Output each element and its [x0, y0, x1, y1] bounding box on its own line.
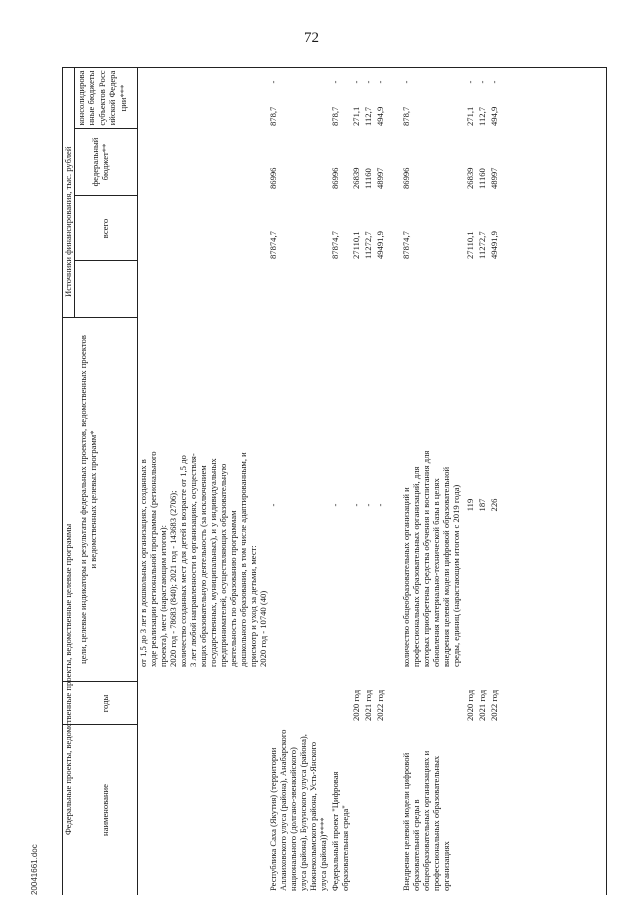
row-federal: 11160	[477, 168, 487, 189]
row-consolidated: 112,7	[363, 106, 373, 126]
table-right-border	[62, 67, 606, 68]
rotated-table	[56, 67, 620, 895]
row-year: 2022 год	[489, 689, 499, 721]
header-years: годы	[100, 694, 110, 713]
header-name: наименование	[100, 784, 110, 836]
row-federal: 26839	[351, 167, 361, 189]
row-total: 49491,9	[375, 231, 385, 259]
row-total: 11272,7	[363, 231, 373, 259]
header-divider	[74, 67, 75, 318]
row-total: 27110,1	[465, 231, 475, 259]
row-federal: 48997	[375, 167, 385, 189]
row-name-line: национального (долгано-эвенкийского)	[288, 747, 298, 891]
row-extra: -	[351, 80, 361, 84]
row-extra: -	[363, 80, 373, 84]
header-consolidated: консолидированные бюджеты субъектов Российской Федерации***	[76, 70, 128, 126]
goals-line: 2020 год - 78683 (840); 2021 год - 143683 (2706);	[168, 490, 178, 667]
row-name-line: Аллаиховского улуса (района), Анабарского	[278, 729, 288, 891]
row-name-line: Нижнеколымского района, Усть-Янского	[308, 741, 318, 891]
row-name-line: образовательная среда"	[340, 805, 350, 891]
header-title-left: Федеральные проекты, ведомственные проекты, ведомственные целевые программы	[63, 523, 73, 835]
row-name-line: профессиональных образовательных	[431, 755, 441, 891]
row-consolidated: 878,7	[401, 106, 411, 126]
row-federal: 86996	[268, 167, 278, 189]
header-total: всего	[100, 218, 110, 239]
row-goal-line: которых приобретены средства обучения и воспитания для	[421, 450, 431, 667]
page-number: 72	[304, 30, 319, 46]
row-extra: -	[465, 80, 475, 84]
row-year: 2021 год	[363, 689, 373, 721]
goals-line: государственных, муниципальных), и у индивидуальных	[208, 458, 218, 667]
row-total: 87874,7	[330, 231, 340, 259]
goals-line: ющих образовательную деятельность (за исключением	[198, 465, 208, 667]
row-federal: 26839	[465, 167, 475, 189]
file-name: 20041661.doc	[30, 844, 39, 895]
header-goals: цели, целевые индикаторы и результаты федеральных проектов, ведомственных проектов и ведомственных целевых программ*	[78, 335, 99, 664]
row-goal: 187	[477, 498, 487, 512]
row-name-line: Внедрение целевой модели цифровой	[401, 752, 411, 891]
row-consolidated: 112,7	[477, 106, 487, 126]
header-federal: федеральный бюджет**	[90, 137, 111, 187]
goals-line: ходе реализации региональной программы (регионального	[148, 451, 158, 667]
row-federal: 11160	[363, 168, 373, 189]
row-goal-line: количество общеобразовательных организаций и	[401, 487, 411, 667]
row-goal-line: среды, единиц (нарастающим итогом с 2019 года)	[451, 484, 461, 667]
row-extra: -	[330, 80, 340, 84]
row-total: 87874,7	[268, 231, 278, 259]
row-goal: 119	[465, 498, 475, 512]
row-consolidated: 271,1	[465, 106, 475, 126]
row-total: 11272,7	[477, 231, 487, 259]
row-goal-line: профессиональных образовательных организаций, для	[411, 466, 421, 667]
row-extra: -	[375, 80, 385, 84]
header-title-right: Источники финансирования, тыс. рублей	[63, 146, 73, 297]
table-bottom-border	[606, 67, 607, 895]
row-consolidated: 878,7	[330, 106, 340, 126]
row-total: 87874,7	[401, 231, 411, 259]
row-federal: 86996	[401, 167, 411, 189]
goals-line: предпринимателей, осуществляющих образовательную	[218, 463, 228, 667]
row-year: 2022 год	[375, 689, 385, 721]
goals-line: присмотр и уход за детьми, мест:	[248, 545, 258, 667]
goals-line: 3 лет любой направленности в организациях, осуществля-	[188, 453, 198, 667]
row-name-line: Федеральный проект "Цифровая	[330, 771, 340, 891]
goals-line: дошкольного образования, в том числе адаптированным, и	[238, 452, 248, 667]
row-goal: 226	[489, 498, 499, 512]
row-year: 2020 год	[351, 689, 361, 721]
row-name-line: образовательной среды в	[411, 799, 421, 891]
row-consolidated: 878,7	[268, 106, 278, 126]
row-federal: 86996	[330, 167, 340, 189]
row-extra: -	[489, 80, 499, 84]
row-total: 49491,9	[489, 231, 499, 259]
row-consolidated: 271,1	[351, 106, 361, 126]
row-name-line: Республика Саха (Якутия) (территории	[268, 747, 278, 891]
goals-line: деятельность по образованию программам	[228, 510, 238, 667]
row-name-line: организациях	[441, 841, 451, 891]
row-consolidated: 494,9	[489, 106, 499, 126]
row-name-line: общеобразовательных организациях и	[421, 750, 431, 891]
goals-line: проекта), мест (нарастающим итогом):	[158, 525, 168, 667]
row-federal: 48997	[489, 167, 499, 189]
row-extra: -	[268, 80, 278, 84]
row-year: 2020 год	[465, 689, 475, 721]
goals-line: 2020 год - 10740 (40)	[258, 590, 268, 667]
row-total: 27110,1	[351, 231, 361, 259]
row-consolidated: 494,9	[375, 106, 385, 126]
row-name-line: улуса (района))****	[318, 817, 328, 891]
row-year: 2021 год	[477, 689, 487, 721]
col-border-consolidated	[74, 128, 137, 129]
row-goal: -	[268, 503, 278, 507]
row-goal: -	[375, 503, 385, 507]
goals-line: количество созданных мест для детей в возрасте от 1,5 до	[178, 455, 188, 667]
row-goal: -	[330, 503, 340, 507]
row-goal-line: внедрения целевой модели цифровой образовательной	[441, 466, 451, 667]
row-name-line: улуса (района), Булунского улуса (района),	[298, 734, 308, 891]
row-goal-line: обновления материально-технической базы в целях	[431, 478, 441, 667]
col-border-goals	[62, 317, 137, 318]
goals-line: от 1,5 до 3 лет в дошкольных организациях, созданных в	[138, 459, 148, 667]
row-extra: -	[477, 80, 487, 84]
row-goal: -	[351, 503, 361, 507]
row-extra: -	[401, 80, 411, 84]
row-goal: -	[363, 503, 373, 507]
